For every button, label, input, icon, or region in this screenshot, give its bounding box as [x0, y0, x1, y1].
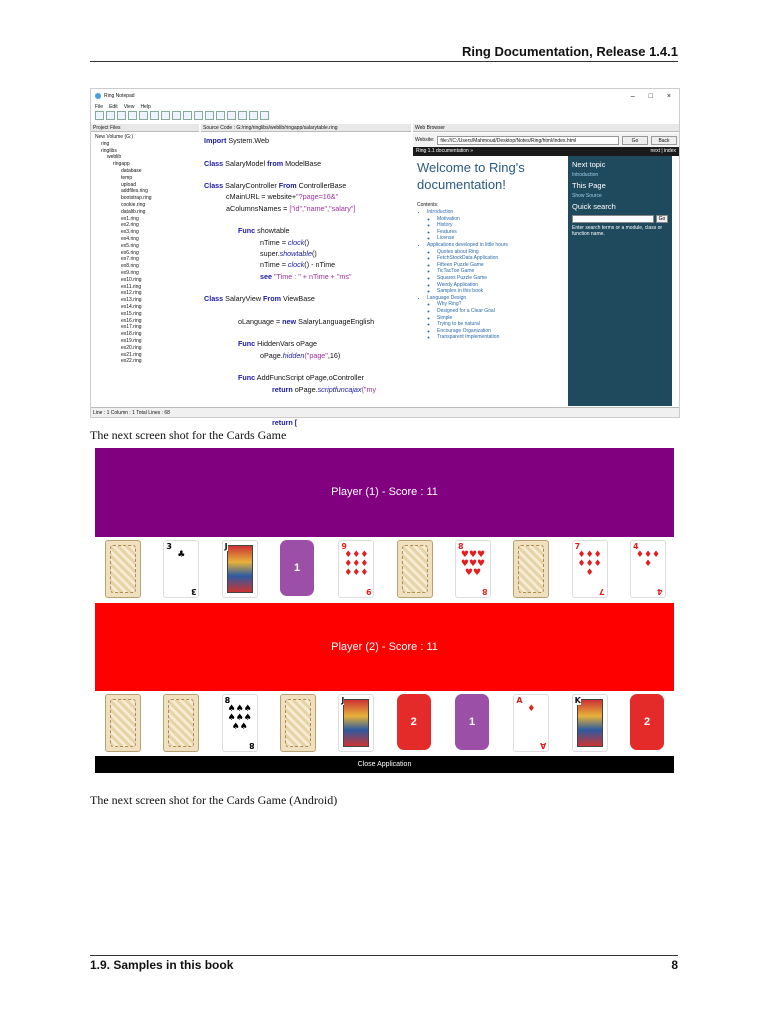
- doc-heading-line1: Welcome to Ring's: [417, 160, 525, 175]
- code-keyword: Class: [204, 294, 224, 304]
- toolbar-button-icon[interactable]: [260, 111, 269, 120]
- court-card-art: [577, 699, 603, 747]
- tree-item[interactable]: datalib.ring: [121, 208, 146, 215]
- tree-item[interactable]: ex11.ring: [121, 283, 142, 290]
- quick-search-input[interactable]: [572, 215, 654, 223]
- code-text: aColumnsNames =: [226, 203, 290, 213]
- code-keyword: Func: [238, 373, 256, 383]
- toc-link[interactable]: ◦ Motivation: [437, 216, 563, 223]
- tree-item[interactable]: ring: [101, 140, 110, 147]
- android-caption: The next screen shot for the Cards Game (Android): [90, 793, 338, 807]
- tree-item[interactable]: ex17.ring: [121, 324, 142, 331]
- code-text: nTime =: [260, 237, 288, 247]
- code-text: oLanguage =: [238, 316, 283, 326]
- code-text: SalaryController: [223, 181, 279, 191]
- search-hint: Enter search terms or a module, class or function name.: [572, 225, 663, 237]
- card-pips: ♦: [527, 704, 536, 714]
- card-back[interactable]: [105, 694, 141, 752]
- code-keyword: from: [267, 158, 284, 168]
- toolbar-button-icon[interactable]: [117, 111, 126, 120]
- playing-card[interactable]: [455, 540, 491, 598]
- go-button[interactable]: Go: [622, 136, 648, 145]
- url-field[interactable]: file:///C:/Users/Mahmoud/Desktop/Notes/Ring/html/index.html: [437, 136, 619, 145]
- footer-page-number: 8: [671, 958, 678, 972]
- code-keyword: Func: [238, 226, 256, 236]
- card-back[interactable]: [105, 540, 141, 598]
- toolbar-button-icon[interactable]: [106, 111, 115, 120]
- minimize-icon[interactable]: –: [630, 92, 635, 100]
- tree-item[interactable]: ex14.ring: [121, 303, 142, 310]
- card-rank: 3: [166, 542, 172, 551]
- contents-label: Contents:: [417, 202, 439, 208]
- tree-item[interactable]: ringapp: [113, 161, 130, 168]
- playing-card[interactable]: [513, 694, 549, 752]
- menu-file[interactable]: File: [95, 104, 104, 110]
- toc-link[interactable]: ◦ Simple: [437, 315, 563, 322]
- tree-item[interactable]: cookie.ring: [121, 201, 146, 208]
- toc-link[interactable]: ◦ Squares Puzzle Game: [437, 275, 563, 282]
- footer-rule: [90, 955, 678, 956]
- toc-link[interactable]: ◦ Features: [437, 229, 563, 236]
- card-pips: ♠♠♠♠♠♠♠♠: [227, 704, 252, 732]
- project-file-tree[interactable]: [91, 133, 199, 407]
- menu-edit[interactable]: Edit: [109, 104, 118, 110]
- ide-status-bar: Line : 1 Column : 1 Total Lines : 68: [91, 407, 679, 417]
- code-text: System.Web: [226, 136, 269, 145]
- web-browser-pane-title: Web Browser: [413, 124, 679, 132]
- code-keyword: new: [282, 316, 297, 326]
- ring-notepad-screenshot: [90, 88, 680, 428]
- player2-score-banner: Player (2) - Score : 11: [95, 603, 674, 691]
- toc-link[interactable]: ◦ Encourage Organization: [437, 328, 563, 335]
- toolbar-button-icon[interactable]: [150, 111, 159, 120]
- card-rank: 4: [633, 542, 639, 551]
- card-rank: J: [224, 542, 228, 551]
- toolbar-button-icon[interactable]: [139, 111, 148, 120]
- toc-link[interactable]: ◦ Fifteen Puzzle Game: [437, 262, 563, 269]
- toc-link[interactable]: ◦ History: [437, 222, 563, 229]
- card-rank-inverted: 8: [249, 741, 255, 750]
- code-keyword: Import: [204, 136, 227, 145]
- card-pips: ♣: [177, 550, 186, 560]
- toolbar-button-icon[interactable]: [205, 111, 214, 120]
- code-text: (): [304, 237, 310, 247]
- ide-window-title: Ring Notepad: [104, 93, 135, 99]
- doc-nav-bar: [413, 147, 679, 156]
- next-topic-link[interactable]: Introduction: [572, 172, 599, 178]
- toolbar-button-icon[interactable]: [95, 111, 104, 120]
- tree-item[interactable]: database: [121, 167, 142, 174]
- tree-item[interactable]: weblib: [107, 154, 122, 161]
- source-code-pane-title: Source Code : G:/ring/ringlibs/weblib/ringapp/salarytable.ring: [201, 124, 411, 132]
- tree-item[interactable]: ex19.ring: [121, 337, 142, 344]
- card-rank-inverted: 4: [657, 587, 663, 596]
- tree-item[interactable]: ex7.ring: [121, 256, 139, 263]
- ide-title-bar: [91, 89, 679, 103]
- next-topic-heading: Next topic: [572, 160, 606, 169]
- code-keyword: From: [263, 294, 281, 304]
- played-card-marker[interactable]: 2: [397, 694, 431, 750]
- toc-link[interactable]: ◦ Trying to be natural: [437, 321, 563, 328]
- tree-item[interactable]: ex1.ring: [121, 215, 139, 222]
- code-function: clock: [287, 260, 305, 270]
- card-rank: 9: [341, 542, 347, 551]
- code-string: ("page": [304, 350, 328, 360]
- tree-item[interactable]: ringlibs: [101, 147, 117, 154]
- code-text: SalaryModel: [223, 158, 268, 168]
- toc-link[interactable]: • Language Design: [427, 295, 563, 302]
- code-text: nTime =: [260, 260, 288, 270]
- code-string: "Time : " + nTime + "ms": [272, 271, 352, 281]
- code-keyword: Func: [238, 339, 256, 349]
- toolbar-button-icon[interactable]: [249, 111, 258, 120]
- ring-logo-icon: [95, 93, 101, 99]
- code-string: ("my: [361, 384, 377, 394]
- ide-toolbar: [95, 111, 269, 120]
- close-application-button[interactable]: Close Application: [95, 756, 674, 773]
- card-back[interactable]: [163, 694, 199, 752]
- court-card[interactable]: [572, 694, 608, 752]
- cards-game-caption: The next screen shot for the Cards Game: [90, 428, 287, 442]
- code-editor[interactable]: [201, 133, 405, 428]
- card-rank: 8: [224, 696, 231, 705]
- code-keyword: see: [260, 271, 272, 281]
- toolbar-button-icon[interactable]: [161, 111, 170, 120]
- card-rank: J: [341, 696, 345, 705]
- toolbar-button-icon[interactable]: [216, 111, 225, 120]
- tree-item[interactable]: ex2.ring: [121, 222, 139, 229]
- playing-card[interactable]: [163, 540, 199, 598]
- player1-score-banner: Player (1) - Score : 11: [95, 448, 674, 537]
- code-text: oPage.: [292, 384, 318, 394]
- show-source-link[interactable]: Show Source: [572, 193, 602, 199]
- toolbar-button-icon[interactable]: [238, 111, 247, 120]
- tree-item[interactable]: ex9.ring: [121, 269, 139, 276]
- tree-item[interactable]: temp: [121, 174, 133, 181]
- code-keyword: Class: [204, 181, 224, 191]
- tree-item[interactable]: ex10.ring: [121, 276, 142, 283]
- toc-link[interactable]: ◦ Designed for a Clear Goal: [437, 308, 563, 315]
- code-function: clock: [287, 237, 305, 247]
- toc-link[interactable]: ◦ Weirdy Application: [437, 282, 563, 289]
- table-of-contents: [417, 209, 563, 341]
- this-page-heading: This Page: [572, 181, 606, 190]
- toolbar-button-icon[interactable]: [227, 111, 236, 120]
- court-card-art: [227, 545, 253, 593]
- code-text: HiddenVars oPage: [255, 339, 317, 349]
- code-text: AddFuncScript oPage,oController: [255, 373, 364, 383]
- code-function: scriptfuncajax: [317, 384, 362, 394]
- card-rank: 7: [574, 542, 581, 551]
- toc-link[interactable]: ◦ Transparent Implementation: [437, 334, 563, 341]
- toc-link[interactable]: ◦ FetchStockData Application: [437, 255, 563, 262]
- toolbar-button-icon[interactable]: [172, 111, 181, 120]
- card-rank-inverted: 8: [482, 587, 488, 596]
- code-text: oPage.: [260, 350, 283, 360]
- code-string: ["id","name","salary"]: [289, 203, 356, 213]
- card-pips: ♦♦♦♦♦♦♦: [577, 550, 602, 578]
- tree-item[interactable]: ex8.ring: [121, 263, 139, 270]
- toc-link[interactable]: ◦ Samples in this book: [437, 288, 563, 295]
- doc-breadcrumb[interactable]: Ring 1.1 documentation »: [416, 148, 473, 154]
- code-text: super.: [260, 248, 280, 258]
- tree-item[interactable]: ex18.ring: [121, 331, 142, 338]
- code-text: ,16): [327, 350, 341, 360]
- court-card-art: [343, 699, 369, 747]
- toolbar-button-icon[interactable]: [194, 111, 203, 120]
- code-string: "?page=16&": [296, 192, 339, 202]
- doc-content: [413, 156, 567, 406]
- card-rank-inverted: 9: [365, 587, 372, 596]
- web-browser-pane: [413, 133, 679, 405]
- menu-view[interactable]: View: [123, 104, 135, 110]
- tree-item[interactable]: ex15.ring: [121, 310, 142, 317]
- code-text: ViewBase: [280, 294, 315, 304]
- footer-section: 1.9. Samples in this book: [90, 958, 234, 972]
- card-pips: ♦♦♦♦♦♦♦♦♦: [344, 550, 369, 578]
- code-keyword: Class: [204, 158, 224, 168]
- code-keyword: return: [272, 384, 293, 394]
- player2-card-row: [95, 694, 674, 752]
- toolbar-button-icon[interactable]: [183, 111, 192, 120]
- code-text: SalaryLanguageEnglish: [296, 316, 375, 326]
- doc-nav-links[interactable]: next | index: [650, 148, 676, 154]
- code-text: ControllerBase: [296, 181, 347, 191]
- player1-card-row: [95, 540, 674, 598]
- playing-card[interactable]: [572, 540, 608, 598]
- code-text: (): [311, 248, 317, 258]
- doc-heading-line2: documentation!: [417, 177, 506, 192]
- card-rank: K: [574, 696, 581, 705]
- code-text: cMainURL = website+: [226, 192, 297, 202]
- menu-help[interactable]: Help: [140, 104, 151, 110]
- tree-item[interactable]: ex4.ring: [121, 235, 139, 242]
- tree-item[interactable]: ex13.ring: [121, 297, 142, 304]
- card-back[interactable]: [397, 540, 433, 598]
- tree-item[interactable]: ex22.ring: [121, 358, 142, 365]
- court-card[interactable]: [222, 540, 258, 598]
- tree-item[interactable]: New Volume (G:): [95, 134, 134, 140]
- back-button[interactable]: Back: [651, 136, 677, 145]
- toc-link[interactable]: ◦ Why Ring?: [437, 301, 563, 308]
- code-text: SalaryView: [223, 294, 264, 304]
- court-card[interactable]: [338, 694, 374, 752]
- card-rank-inverted: 7: [599, 587, 605, 596]
- card-pips: ♥♥♥♥♥♥♥♥: [460, 550, 486, 578]
- code-text: () - nTime: [304, 260, 336, 270]
- card-rank-inverted: 3: [190, 587, 197, 596]
- header-rule: [90, 61, 678, 62]
- tree-item[interactable]: ex6.ring: [121, 249, 139, 256]
- tree-item[interactable]: ex5.ring: [121, 242, 139, 249]
- tree-item[interactable]: ex20.ring: [121, 344, 142, 351]
- card-rank: 8: [458, 542, 464, 551]
- played-card-marker[interactable]: 1: [455, 694, 489, 750]
- running-header-title: Ring Documentation, Release 1.4.1: [461, 44, 678, 59]
- tree-item[interactable]: ex21.ring: [121, 351, 142, 358]
- quick-search-heading: Quick search: [572, 202, 616, 211]
- played-card-marker[interactable]: 2: [630, 694, 664, 750]
- tree-item[interactable]: upload: [121, 181, 137, 188]
- project-files-pane-title: Project Files: [91, 124, 199, 132]
- tree-item[interactable]: ex16.ring: [121, 317, 142, 324]
- card-pips: ♦♦♦♦: [635, 550, 661, 569]
- toc-link[interactable]: ◦ Quotes about Ring: [437, 249, 563, 256]
- code-function: showtable: [279, 248, 312, 258]
- tree-item[interactable]: ex12.ring: [121, 290, 142, 297]
- quick-search-go-button[interactable]: Go: [656, 215, 668, 223]
- close-icon[interactable]: ×: [666, 92, 671, 100]
- toc-link[interactable]: ◦ TicTacToe Game: [437, 268, 563, 275]
- doc-sidebar: [568, 156, 672, 406]
- toc-link[interactable]: ◦ License: [437, 235, 563, 242]
- ide-menu-bar: [95, 104, 151, 110]
- code-text: showtable: [255, 226, 290, 236]
- website-label: Website:: [415, 137, 435, 143]
- played-card-marker[interactable]: 1: [280, 540, 314, 596]
- code-keyword: From: [278, 181, 297, 191]
- toc-link[interactable]: • Introduction: [427, 209, 563, 216]
- playing-card[interactable]: [222, 694, 258, 752]
- playing-card[interactable]: [630, 540, 666, 598]
- toc-link[interactable]: • Applications developed in little hours: [427, 242, 563, 249]
- tree-item[interactable]: bootstrap.ring: [121, 195, 152, 202]
- maximize-icon[interactable]: □: [648, 92, 653, 100]
- browser-address-row: [413, 133, 679, 147]
- cards-game-screenshot: [95, 448, 674, 775]
- card-back[interactable]: [280, 694, 316, 752]
- code-keyword: return [: [272, 418, 298, 428]
- card-rank-inverted: A: [540, 741, 547, 750]
- code-text: ModelBase: [283, 158, 322, 168]
- tree-item[interactable]: ex3.ring: [121, 229, 139, 236]
- toolbar-button-icon[interactable]: [128, 111, 137, 120]
- tree-item[interactable]: addfiles.ring: [121, 188, 148, 195]
- playing-card[interactable]: [338, 540, 374, 598]
- card-back[interactable]: [513, 540, 549, 598]
- code-function: hidden: [282, 350, 305, 360]
- card-rank: A: [516, 696, 523, 705]
